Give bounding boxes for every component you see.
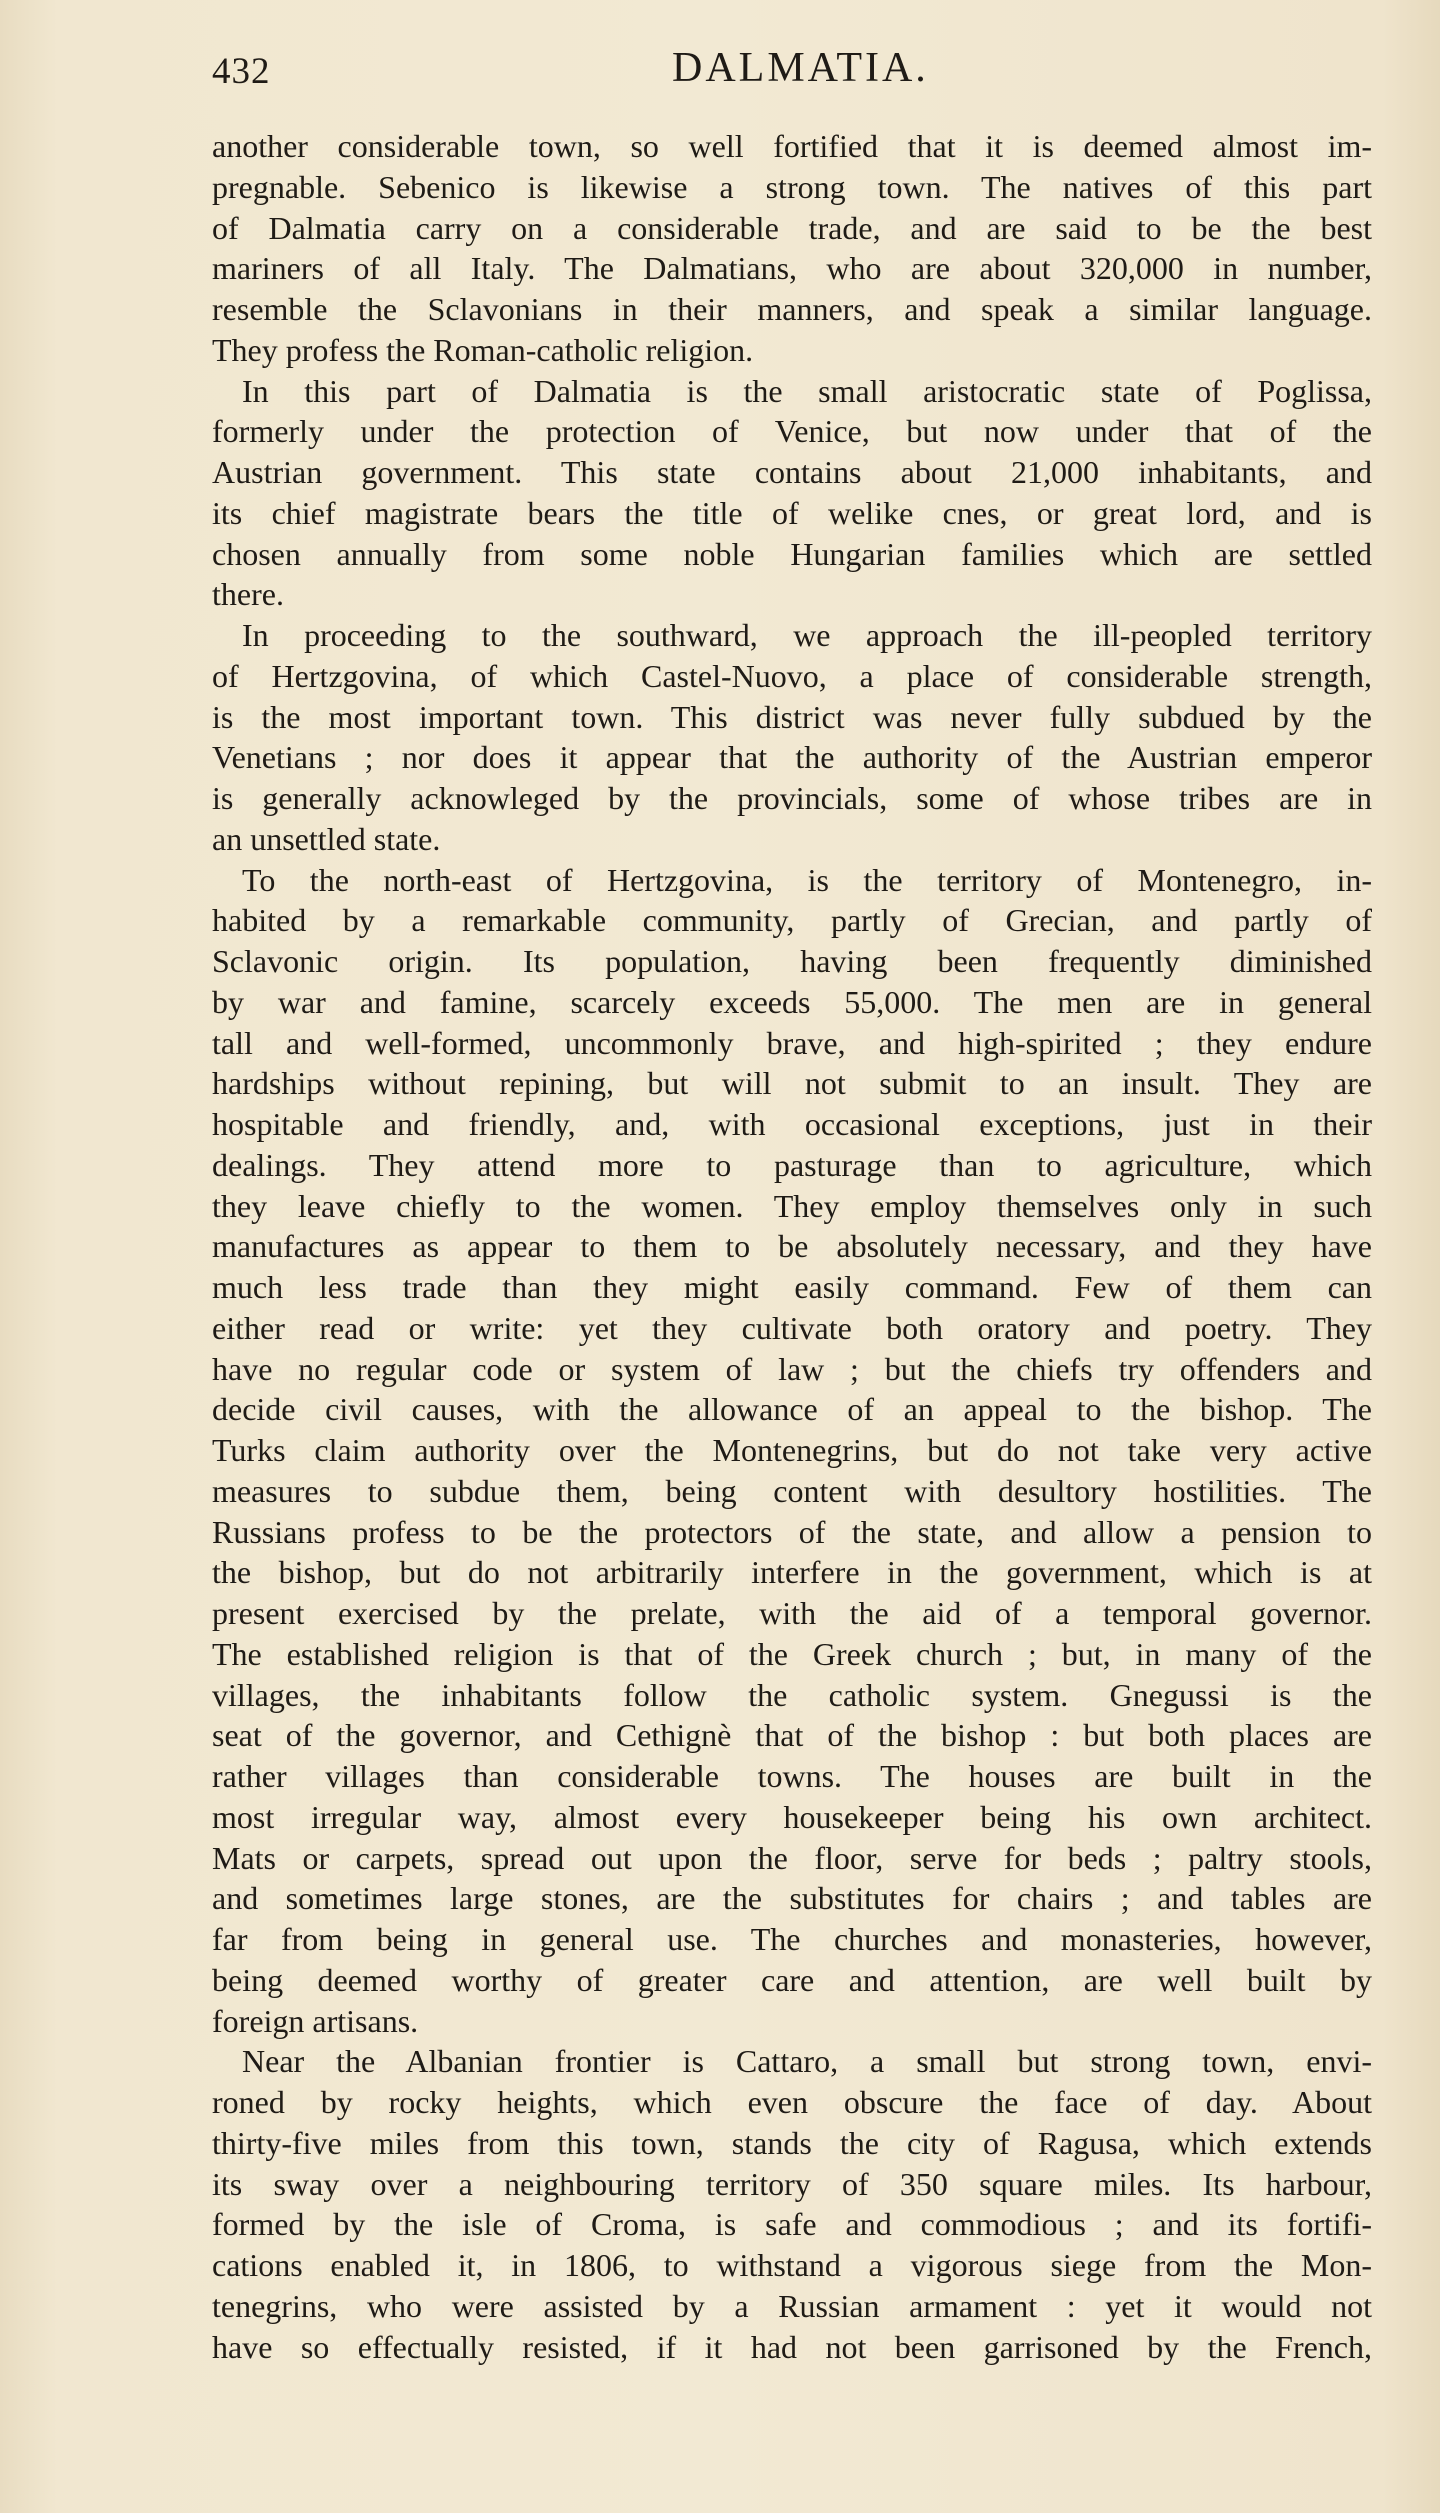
running-head (212, 40, 1372, 100)
text-line: another considerable town, so well fortified that it is deemed almost im- (212, 128, 1372, 164)
text-line: Near the Albanian frontier is Cattaro, a small but strong town, envi- (242, 2043, 1372, 2080)
text-line: mariners of all Italy. The Dalmatians, who are about 320,000 in number, (212, 250, 1372, 287)
text-line: much less trade than they might easily command. Few of them can (212, 1269, 1372, 1305)
text-line: an unsettled state. (212, 820, 441, 857)
text-line: of Dalmatia carry on a considerable trade, and are said to be the best (212, 209, 1372, 246)
text-line: hospitable and friendly, and, with occasional exceptions, just in their (212, 1106, 1372, 1142)
body-text (212, 126, 1372, 2367)
text-line: decide civil causes, with the allowance of an appeal to the bishop. The (212, 1391, 1372, 1428)
text-line: is the most important town. This district was never fully subdued by the (212, 698, 1372, 735)
text-line: Russians profess to be the protectors of the state, and allow a pension to (212, 1513, 1372, 1550)
text-line: seat of the governor, and Cethignè that of the bishop : but both places are (212, 1717, 1372, 1754)
text-line: either read or write: yet they cultivate both oratory and poetry. They (212, 1309, 1372, 1346)
text-line: present exercised by the prelate, with the aid of a temporal governor. (212, 1595, 1372, 1631)
text-line: formerly under the protection of Venice, but now under that of the (212, 413, 1372, 450)
page-number: 432 (212, 51, 271, 92)
running-title: DALMATIA. (672, 45, 929, 91)
text-line: Venetians ; nor does it appear that the authority of the Austrian emperor (212, 739, 1372, 776)
text-line: Mats or carpets, spread out upon the floor, serve for beds ; paltry stools, (212, 1839, 1372, 1876)
text-line: far from being in general use. The churches and monasteries, however, (212, 1921, 1372, 1957)
text-line: resemble the Sclavonians in their manners, and speak a similar language. (212, 291, 1372, 327)
text-line: the bishop, but do not arbitrarily interfere in the government, which is at (212, 1554, 1372, 1591)
text-line: manufactures as appear to them to be absolutely necessary, and they have (212, 1228, 1372, 1265)
text-line: is generally acknowleged by the provincials, some of whose tribes are in (212, 780, 1372, 816)
text-line: foreign artisans. (212, 2002, 419, 2039)
text-line: formed by the isle of Croma, is safe and commodious ; and its fortifi- (212, 2206, 1372, 2243)
text-line: The established religion is that of the Greek church ; but, in many of the (212, 1635, 1372, 1672)
text-line: chosen annually from some noble Hungarian families which are settled (212, 535, 1372, 572)
text-line: have no regular code or system of law ; but the chiefs try offenders and (212, 1350, 1372, 1387)
text-line: cations enabled it, in 1806, to withstand a vigorous siege from the Mon- (212, 2247, 1372, 2283)
text-line: and sometimes large stones, are the substitutes for chairs ; and tables are (212, 1880, 1372, 1917)
text-line: Austrian government. This state contains about 21,000 inhabitants, and (212, 454, 1372, 490)
text-line: tenegrins, who were assisted by a Russian armament : yet it would not (212, 2287, 1372, 2324)
text-line: there. (212, 576, 284, 613)
text-line: Sclavonic origin. Its population, having been frequently diminished (212, 943, 1372, 979)
text-line: hardships without repining, but will not submit to an insult. They are (212, 1065, 1372, 1102)
text-line: have so effectually resisted, if it had not been garrisoned by the French, (212, 2328, 1372, 2365)
text-line: habited by a remarkable community, partly of Grecian, and partly of (212, 902, 1372, 939)
text-line: Turks claim authority over the Montenegrins, but do not take very active (212, 1432, 1372, 1468)
text-line: roned by rocky heights, which even obscure the face of day. About (212, 2084, 1372, 2120)
text-line: villages, the inhabitants follow the catholic system. Gnegussi is the (212, 1676, 1372, 1713)
text-line: most irregular way, almost every housekeeper being his own architect. (212, 1798, 1372, 1835)
text-line: rather villages than considerable towns. The houses are built in the (212, 1758, 1372, 1794)
text-line: dealings. They attend more to pasturage than to agriculture, which (212, 1146, 1372, 1183)
text-line: In proceeding to the southward, we approach the ill-peopled territory (242, 617, 1372, 653)
text-line: by war and famine, scarcely exceeds 55,000. The men are in general (212, 983, 1372, 1020)
text-line: its sway over a neighbouring territory of 350 square miles. Its harbour, (212, 2165, 1372, 2202)
text-line: In this part of Dalmatia is the small aristocratic state of Poglissa, (242, 372, 1372, 409)
text-line: they leave chiefly to the women. They employ themselves only in such (212, 1187, 1372, 1224)
text-line: To the north-east of Hertzgovina, is the territory of Montenegro, in- (242, 861, 1372, 898)
text-line: its chief magistrate bears the title of welike cnes, or great lord, and is (212, 494, 1372, 531)
text-line: of Hertzgovina, of which Castel-Nuovo, a place of considerable strength, (212, 657, 1372, 694)
text-line: measures to subdue them, being content with desultory hostilities. The (212, 1472, 1372, 1509)
text-line: pregnable. Sebenico is likewise a strong town. The natives of this part (212, 168, 1372, 205)
text-line: They profess the Roman-catholic religion. (212, 331, 754, 368)
text-line: thirty-five miles from this town, stands the city of Ragusa, which extends (212, 2124, 1372, 2161)
text-line: tall and well-formed, uncommonly brave, and high-spirited ; they endure (212, 1024, 1372, 1061)
text-line: being deemed worthy of greater care and attention, are well built by (212, 1961, 1372, 1998)
